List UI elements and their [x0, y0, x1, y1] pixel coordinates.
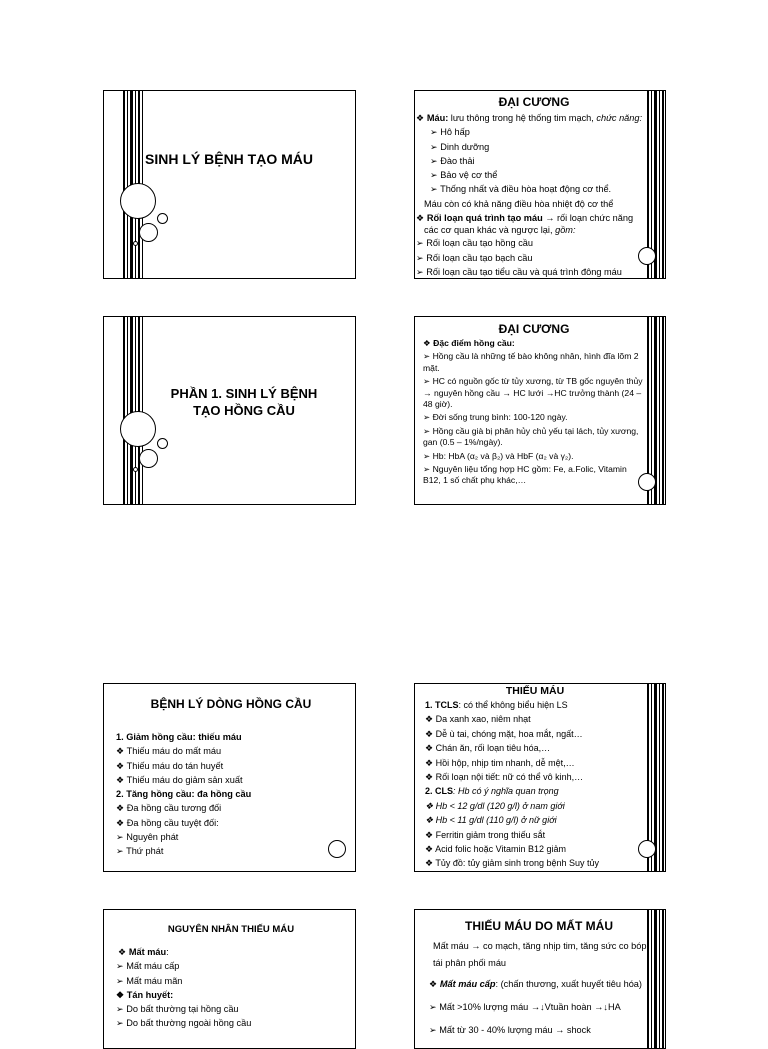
paragraph: ➢ Nguyên liệu tổng hợp HC gồm: Fe, a.Folic, Vitamin B12, 1 số chất phụ khác,…: [423, 464, 627, 486]
slide-6: [414, 683, 666, 872]
list-item: ➢ Mất máu mãn: [116, 975, 183, 986]
list-item: ➢ Rối loạn cầu tạo tiểu cầu và quá trình đông máu: [416, 266, 622, 277]
decor-circle-small: [157, 213, 168, 224]
list-item: ❖ Rối loạn nội tiết: nữ có thể vô kinh,…: [425, 772, 584, 783]
slide-2: [414, 90, 666, 279]
paragraph: ➢ Hồng cầu già bị phân hủy chủ yếu tại lách, tủy xương, gan (0.5 – 1%/ngày).: [423, 425, 639, 448]
slide-body: [423, 321, 645, 487]
decor-circle-medium: [139, 449, 158, 468]
section-heading: [425, 784, 645, 798]
section-heading: 1. Giảm hồng cầu: thiếu máu: [116, 732, 242, 742]
list-item: ➢ Dinh dưỡng: [430, 141, 490, 152]
list-item: ❖ Acid folic hoặc Vitamin B12 giảm: [425, 844, 566, 855]
title-line: PHẦN 1. SINH LÝ BỆNH: [170, 386, 318, 401]
bullet-icon: ❖: [429, 979, 438, 989]
bullet-icon: ❖: [416, 213, 425, 224]
list-item: ➢ Mất >10% lượng máu →↓Vtuần hoàn →↓HA: [429, 1002, 621, 1012]
list-item: ➢ Bảo vệ cơ thể: [430, 170, 498, 181]
italic-text: chức năng:: [596, 113, 643, 123]
list-item: ❖ Đa hồng cầu tương đối: [116, 803, 222, 814]
slide-title: SINH LÝ BỆNH TẠO MÁU: [145, 151, 313, 167]
slide-4: [414, 316, 666, 505]
section-heading: [425, 698, 645, 712]
bullet-line: [423, 338, 645, 349]
bold-text: Mất máu: [128, 947, 167, 957]
slide-body: [116, 696, 346, 859]
bullet-icon: ❖: [423, 338, 431, 348]
list-item: ➢ Đào thải: [430, 155, 475, 166]
list-item: ❖ Hb < 12 g/dl (120 g/l) ở nam giới: [425, 800, 565, 811]
slide-title: THIẾU MÁU DO MẤT MÁU: [465, 919, 613, 933]
list-item: ❖ Đa hồng cầu tuyệt đối:: [116, 817, 219, 828]
bold-text: Đặc điểm hồng cầu:: [433, 338, 515, 348]
paragraph: ➢ Đời sống trung bình: 100-120 ngày.: [423, 412, 568, 423]
italic-text: : Hb có ý nghĩa quan trọng: [453, 786, 559, 797]
bold-text: 2. CLS: [425, 786, 454, 797]
slide-body: [116, 922, 346, 1031]
bold-italic-text: Mất máu cấp: [439, 979, 496, 989]
list-item: ❖ Hồi hộp, nhịp tim nhanh, dễ mệt,…: [425, 757, 575, 768]
bold-text: 1. TCLS: [425, 700, 459, 710]
text-line: [416, 225, 652, 236]
title-line: TẠO HỒNG CẦU: [193, 403, 295, 418]
list-item: ➢ Nguyên phát: [116, 832, 179, 843]
list-item: ➢ Mất từ 30 - 40% lượng máu → shock: [429, 1025, 591, 1035]
list-item: ❖ Thiếu máu do giảm sản xuất: [116, 774, 243, 785]
paragraph: ➢ Hb: HbA (α₂ và β₂) và HbF (α₂ và γ₂).: [423, 450, 574, 461]
text: : có thể không biểu hiện LS: [458, 700, 568, 710]
section-heading: ❖ Tán huyết:: [116, 989, 174, 1000]
list-item: ❖ Dễ ù tai, chóng mặt, hoa mắt, ngất…: [425, 728, 583, 739]
bold-text: Rối loạn quá trình tạo máu: [426, 213, 543, 224]
decor-circle-small: [157, 438, 168, 449]
decor-circle-medium: [139, 223, 158, 242]
slide-title: THIẾU MÁU: [505, 685, 565, 697]
text: các cơ quan khác và ngược lại,: [424, 225, 556, 236]
paragraph: ➢ HC có nguồn gốc từ tủy xương, từ TB gốc nguyên thủy → nguyên hồng cầu → HC lưới →HC trưởng thành (24 – 48 giờ).: [423, 376, 643, 410]
list-item: ❖ Thiếu máu do tán huyết: [116, 760, 224, 771]
slide-3: [103, 316, 356, 505]
text: → rối loạn chức năng: [542, 213, 634, 224]
bullet-icon: ❖: [118, 947, 127, 957]
list-item: ➢ Rối loạn cầu tạo hồng cầu: [416, 238, 534, 249]
text-line: Máu còn có khả năng điều hòa nhiệt độ cơ thể: [424, 198, 614, 209]
slide-8: [414, 909, 666, 1049]
list-item: ❖ Hb < 11 g/dl (110 g/l) ở nữ giới: [425, 815, 557, 826]
list-item: ❖ Chán ăn, rối loạn tiêu hóa,…: [425, 743, 551, 754]
list-item: ➢ Do bất thường ngoài hồng cầu: [116, 1018, 252, 1029]
list-item: ➢ Thứ phát: [116, 846, 164, 857]
slide-5: [103, 683, 356, 872]
bullet-line: [416, 211, 652, 225]
decor-circle-tiny: [133, 241, 138, 246]
list-item: ❖ Ferritin giảm trong thiếu sắt: [425, 829, 546, 840]
list-item: ➢ Rối loạn cầu tạo bạch cầu: [416, 252, 533, 263]
bullet-icon: ❖: [416, 113, 425, 123]
list-item: ➢ Hô hấp: [430, 127, 470, 138]
list-item: ➢ Mất máu cấp: [116, 961, 180, 972]
text: lưu thông trong hệ thống tim mạch,: [448, 113, 597, 123]
list-item: ❖ Thiếu máu do mất máu: [116, 746, 222, 757]
section-heading: [116, 945, 346, 959]
italic-text: gồm:: [555, 225, 576, 236]
slide-body: [425, 685, 645, 871]
list-item: ➢ Thống nhất và điều hòa hoạt động cơ thể.: [430, 184, 612, 195]
bullet-line: [425, 976, 653, 993]
paragraph: Mất máu → co mạch, tăng nhịp tim, tăng sức co bóp, tái phân phối máu: [433, 941, 650, 968]
slide-body: [425, 918, 653, 1039]
slide-1: [103, 90, 356, 279]
slide-7: [103, 909, 356, 1049]
text: : (chấn thương, xuất huyết tiêu hóa): [495, 979, 642, 989]
bold-text: Máu:: [426, 113, 449, 123]
slide-title: ĐẠI CƯƠNG: [498, 95, 570, 109]
decor-circle-large: [120, 183, 156, 219]
slide-title: BỆNH LÝ DÒNG HỒNG CẦU: [150, 697, 312, 711]
slide-title: ĐẠI CƯƠNG: [498, 322, 570, 336]
list-item: ❖ Tủy đồ: tủy giảm sinh trong bệnh Suy tủy: [425, 858, 599, 869]
list-item: ➢ Do bất thường tại hồng cầu: [116, 1004, 239, 1015]
slide-title: NGUYÊN NHÂN THIẾU MÁU: [167, 924, 295, 935]
text: :: [166, 947, 169, 957]
list-item: ❖ Da xanh xao, niêm nhạt: [425, 714, 531, 725]
decor-circle-tiny: [133, 467, 138, 472]
section-heading: 2. Tăng hồng cầu: đa hồng cầu: [116, 789, 252, 800]
slide-title: [144, 385, 344, 419]
slide-body: [416, 94, 652, 279]
bullet-line: [416, 111, 652, 125]
paragraph: ➢ Hồng cầu là những tế bào không nhân, hình đĩa lõm 2 mặt.: [423, 351, 639, 373]
